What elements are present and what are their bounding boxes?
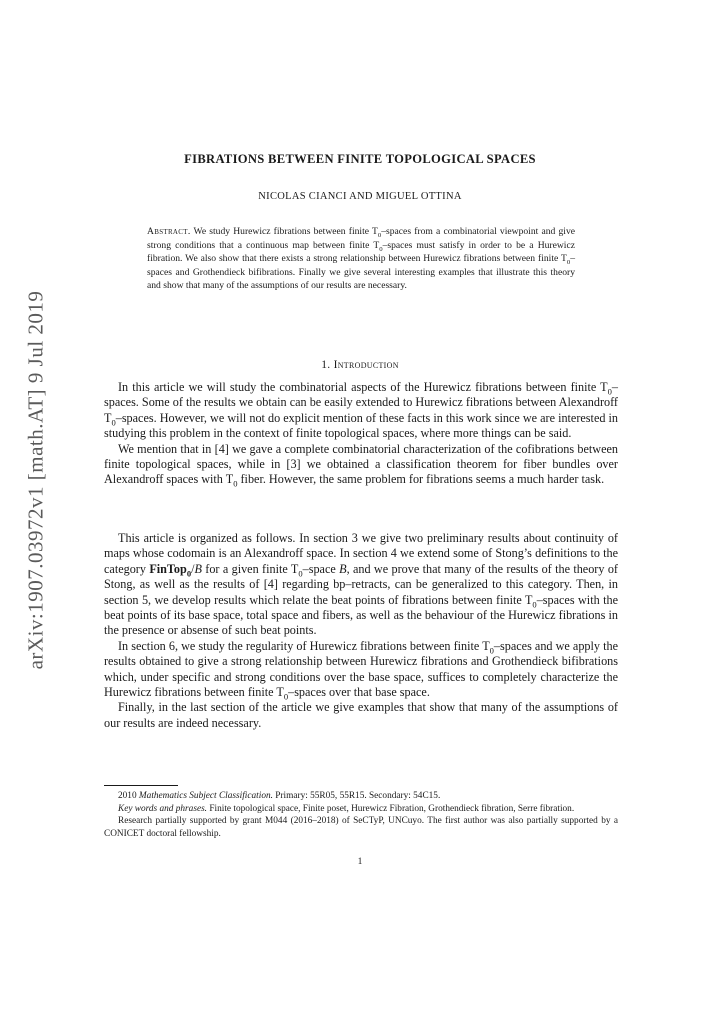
- paragraph: In section 6, we study the regularity of Hurewicz fibrations between finite $T_0$–spaces and we apply the results obtained to give a strong relationship between Hurewicz fibrations and Grothendieck bifibrations which, under specific and strong conditions over the base space, suffices to completely characterize the Hurewicz fibrations between finite $T_0$–spaces over that base space.: [104, 638, 618, 702]
- abstract-label: Abstract.: [147, 226, 191, 237]
- footnote-msc: 2010 Mathematics Subject Classification. Primary: 55R05, 55R15. Secondary: 54C15.: [118, 791, 441, 801]
- footnote-keywords: Key words and phrases. Finite topological space, Finite poset, Hurewicz Fibration, Grothendieck fibration, Serre fibration.: [118, 803, 575, 814]
- paragraph: We mention that in [4] we gave a complete combinatorial characterization of the cofibrations between finite topological spaces, while in [3] we obtained a classification theorem for fiber bundles over Alexandroff spaces with $T_0$ fiber. However, the same problem for fibrations seems a much harder task.: [104, 441, 618, 489]
- page-number: 1: [357, 857, 363, 867]
- paragraph: Finally, in the last section of the article we give examples that show that many of the assumptions of our results are indeed necessary.: [104, 700, 618, 730]
- section-heading-introduction: 1. Introduction: [321, 359, 399, 371]
- introduction-body-continued: [104, 531, 618, 731]
- abstract: Abstract. We study Hurewicz fibrations between finite $T_0$–spaces from a combinatorial viewpoint and give strong conditions that a continuous map between finite $T_0$–spaces must satisfy in order to be a Hurewicz fibration. We also show that there exists a strong relationship between Hurewicz fibrations between finite $T_0$–spaces and Grothendieck bifibrations. Finally we give several interesting examples that illustrate this theory and show that many of the assumptions of our results are necessary.: [147, 226, 576, 292]
- footnotes: [104, 790, 618, 840]
- introduction-body: [104, 380, 618, 488]
- footnote-rule: [104, 785, 178, 786]
- footnote-support: Research partially supported by grant M044 (2016–2018) of SeCTyP, UNCuyo. The first author was also partially supported by a CONICET doctoral fellowship.: [104, 816, 618, 839]
- paper-authors: NICOLAS CIANCI AND MIGUEL OTTINA: [258, 191, 462, 202]
- paragraph: This article is organized as follows. In section 3 we give two preliminary results about continuity of maps whose codomain is an Alexandroff space. In section 4 we extend some of Stong’s definitions to the category FinTop$_0$/B for a given finite $T_0$–space B, and we prove that many of the results of the theory of Stong, as well as the results of [4] regarding bp–retracts, can be generalized to this category. Then, in section 5, we develop results which relate the beat points of fibrations between finite $T_0$–spaces with the beat points of its base space, total space and fibers, as well as the behaviour of the Hurewicz fibrations in the presence or absense of such beat points.: [104, 531, 618, 638]
- paper-title: FIBRATIONS BETWEEN FINITE TOPOLOGICAL SPACES: [184, 152, 536, 166]
- paragraph: In this article we will study the combinatorial aspects of the Hurewicz fibrations between finite $T_0$–spaces. Some of the results we obtain can be easily extended to Hurewicz fibrations between Alexandroff $T_0$–spaces. However, we will not do explicit mention of these facts in this work since we are interested in studying this problem in the context of finite topological spaces, where more things can be said.: [104, 380, 618, 441]
- arxiv-identifier-text: arXiv:1907.03972v1 [math.AT] 9 Jul 2019: [23, 290, 48, 670]
- arxiv-identifier: [18, 290, 54, 670]
